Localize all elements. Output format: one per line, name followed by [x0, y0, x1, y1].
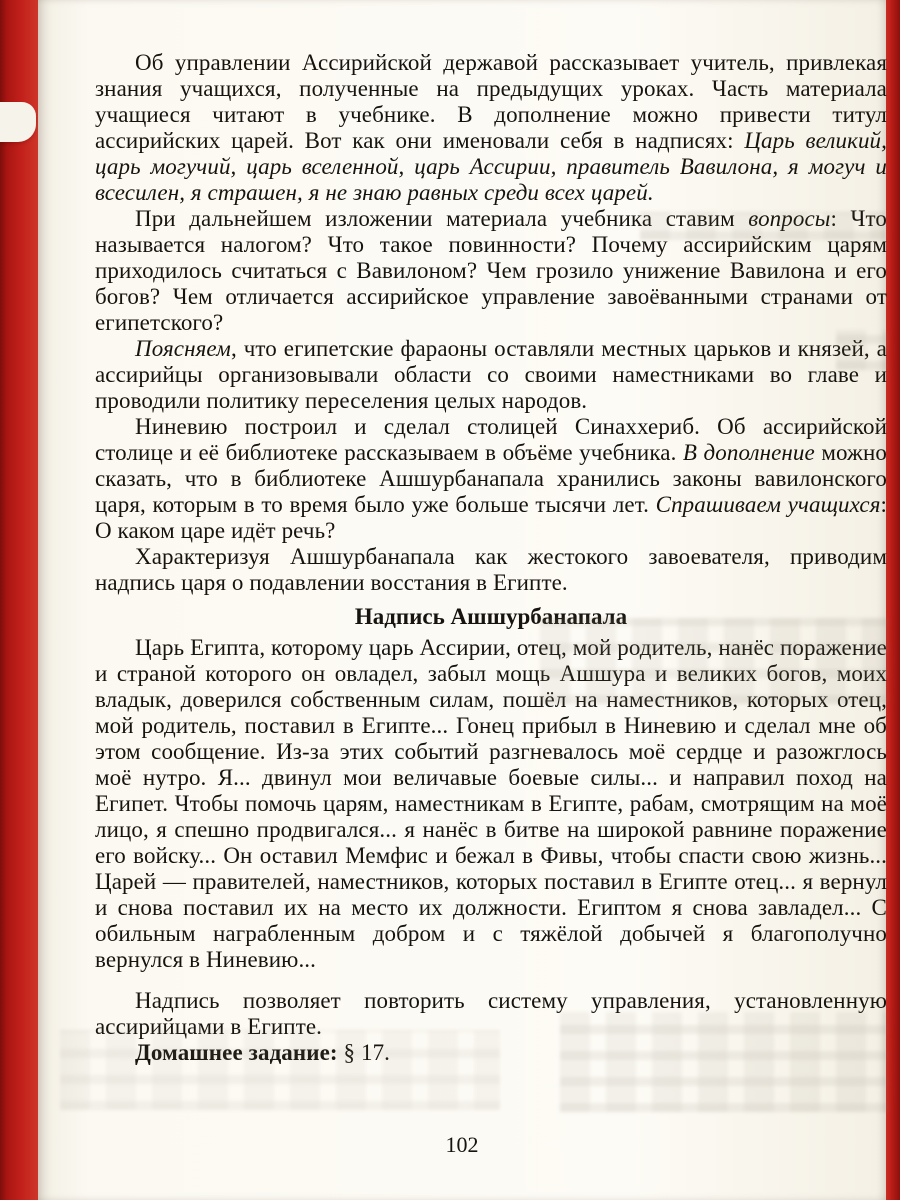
text-segment: Характеризуя Ашшурбанапала как жестокого завоевателя, приводим надпись царя о подавлении восстания в Египте. — [95, 544, 887, 595]
paragraph — [95, 1040, 887, 1066]
italic-text-segment: Поясняем — [135, 336, 231, 361]
page-text — [95, 50, 887, 1066]
page — [38, 0, 886, 1200]
text-segment: Надпись позволяет повторить систему управления, установленную ассирийцами в Египте. — [95, 988, 887, 1039]
text-segment: : Что называется налогом? Что такое повинности? Почему ассирийским царям приходилось считаться с Вавилоном? Чем грозило унижение Вавилона и его богов? Чем отличается ассирийское управление завоёванными странами от египетского? — [95, 206, 887, 335]
text-segment: Царь Египта, которому царь Ассирии, отец, мой родитель, нанёс поражение и страной которого он овладел, забыл мощь Ашшура и великих богов, моих владык, доверился собственным силам, пошёл на наместников, которых отец, мой родитель, поставил в Египте... Гонец прибыл в Ниневию и сделал мне об этом сообщение. Из-за этих событий разгневалось моё сердце и разожглось моё нутро. Я... двинул мои величавые боевые силы... и направил поход на Египет. Чтобы помочь царям, наместникам в Египте, рабам, смотрящим на моё лицо, я спешно продвигался... я нанёс в битве на широкой равнине поражение его войску... Он оставил Мемфис и бежал в Фивы, чтобы спасти свою жизнь... Царей — правителей, наместников, которых поставил в Египте отец... я вернул и снова поставил их на место их должности. Египтом я снова завладел... С обильным награбленным добром и с тяжёлой добычей я благополучно вернулся в Ниневию... — [95, 635, 887, 972]
paragraph — [95, 414, 887, 544]
italic-text-segment: вопросы — [748, 206, 831, 231]
book-edge-left — [0, 0, 38, 1200]
book-edge-right — [886, 0, 900, 1200]
paragraph — [95, 50, 887, 206]
paragraph — [95, 544, 887, 596]
bold-text-segment: Домашнее задание: — [135, 1040, 338, 1065]
scan-artifact — [0, 102, 36, 142]
text-segment: можно сказать, что в библиотеке Ашшурбанапала хранились законы вавилонского царя, которым в то время было уже больше тысячи лет. — [95, 440, 887, 517]
paragraph — [95, 206, 887, 336]
italic-text-segment: В дополнение — [682, 440, 815, 465]
text-segment: , что египетские фараоны оставляли местных царьков и князей, а ассирийцы организовывали области со своими наместниками во главе и проводили политику переселения целых народов. — [95, 336, 887, 413]
italic-text-segment: Царь великий, царь могучий, царь вселенной, царь Ассирии, правитель Вавилона, я могуч и всесилен, я страшен, я не знаю равных среди всех царей. — [95, 128, 887, 205]
paragraph — [95, 988, 887, 1040]
text-segment: Ниневию построил и сделал столицей Синаххериб. Об ассирийской столице и её библиотеке рассказываем в объёме учебника. — [95, 414, 887, 465]
section-heading: Надпись Ашшурбанапала — [354, 604, 628, 629]
paragraph — [95, 635, 887, 973]
text-segment: При дальнейшем изложении материала учебника ставим — [135, 206, 749, 231]
page-number: 102 — [445, 1132, 479, 1157]
text-segment: § 17. — [337, 1040, 391, 1065]
text-segment: Об управлении Ассирийской державой рассказывает учитель, привлекая знания учащихся, полученные на предыдущих уроках. Часть материала учащиеся читают в учебнике. В дополнение можно привести титул ассирийских царей. Вот как они именовали себя в надписях: — [95, 50, 887, 153]
italic-text-segment: Спрашиваем учащихся — [655, 492, 881, 517]
paragraph — [95, 336, 887, 414]
text-segment: : О каком царе идёт речь? — [95, 492, 887, 543]
